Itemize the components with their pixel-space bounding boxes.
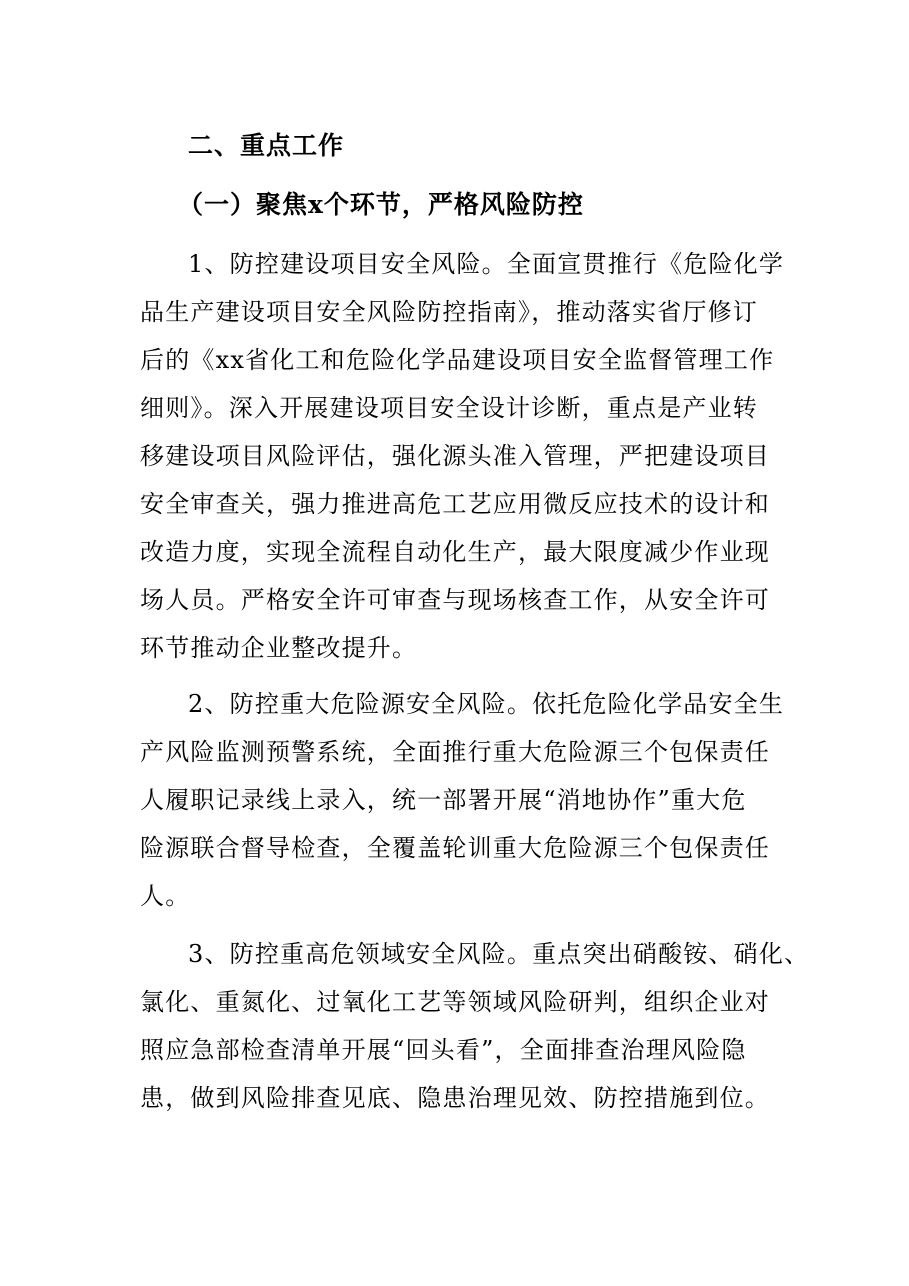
paragraph-3 bbox=[140, 930, 810, 1122]
paragraph-line: 照应急部检查清单开展“回头看”，全面排查治理风险隐 bbox=[140, 1036, 747, 1064]
paragraph-line: 1、防控建设项目安全风险。全面宣贯推行《危险化学 bbox=[188, 250, 785, 278]
paragraph-line: 人履职记录线上录入，统一部署开展“消地协作”重大危 bbox=[140, 786, 747, 814]
paragraph-line: 移建设项目风险评估，强化源头准入管理，严把建设项目 bbox=[140, 442, 770, 470]
subsection-heading: （一）聚焦x个环节，严格风险防控 bbox=[178, 190, 584, 219]
paragraph-line: 2、防控重大危险源安全风险。依托危险化学品安全生 bbox=[188, 690, 785, 718]
paragraph-line: 品生产建设项目安全风险防控指南》，推动落实省厅修订 bbox=[140, 298, 758, 326]
paragraph-1 bbox=[140, 240, 790, 672]
paragraph-line: 改造力度，实现全流程自动化生产，最大限度减少作业现 bbox=[140, 538, 770, 566]
paragraph-line: 场人员。严格安全许可审查与现场核查工作，从安全许可 bbox=[140, 586, 770, 614]
paragraph-line: 环节推动企业整改提升。 bbox=[140, 634, 418, 662]
paragraph-line: 产风险监测预警系统，全面推行重大危险源三个包保责任 bbox=[140, 738, 770, 766]
paragraph-line: 后的《xx省化工和危险化学品建设项目安全监督管理工作 bbox=[140, 346, 775, 374]
section-heading: 二、重点工作 bbox=[188, 131, 345, 160]
paragraph-2 bbox=[140, 680, 790, 920]
paragraph-line: 氯化、重氮化、过氧化工艺等领域风险研判，组织企业对 bbox=[140, 988, 770, 1016]
paragraph-line: 安全审查关，强力推进高危工艺应用微反应技术的设计和 bbox=[140, 490, 770, 518]
paragraph-line: 人。 bbox=[140, 882, 191, 910]
paragraph-line: 细则》。深入开展建设项目安全设计诊断，重点是产业转 bbox=[140, 394, 758, 422]
paragraph-line: 险源联合督导检查，全覆盖轮训重大危险源三个包保责任 bbox=[140, 834, 770, 862]
paragraph-line: 3、防控重高危领域安全风险。重点突出硝酸铵、硝化、 bbox=[188, 940, 810, 968]
paragraph-line: 患，做到风险排查见底、隐患治理见效、防控措施到位。 bbox=[140, 1084, 770, 1112]
